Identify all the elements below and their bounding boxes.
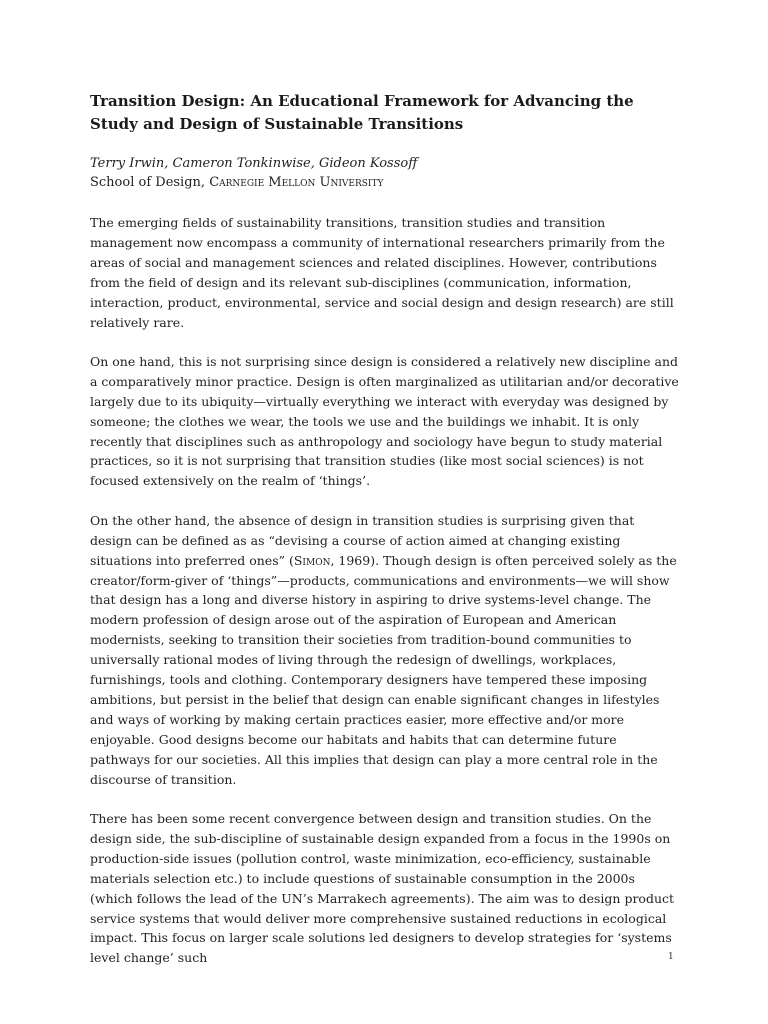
affiliation-org: Carnegie Mellon University	[209, 175, 384, 190]
paragraph-3	[90, 511, 680, 790]
affiliation	[90, 173, 680, 192]
paragraph-1: The emerging fields of sustainability transitions, transition studies and transition management now encompass a community of international researchers primarily from the areas of social and management sciences and related disciplines. However, contributions from the field of design and its relevant sub-disciplines (communication, information, interaction, product, environmental, service and social design and design research) are still relatively rare.	[90, 215, 674, 330]
citation-author: Simon	[293, 552, 331, 568]
page-body	[90, 90, 680, 988]
affiliation-prefix: School of Design,	[90, 175, 210, 190]
paragraph-3-text-b: Though design is often perceived solely as the creator/form-giver of ‘things”—products, communications and environments—we will show that design has a long and diverse history in aspiring to drive systems-level change. The modern profession of design arose out of the aspiration of European and American modernists, seeking to transition their societies from tradition-bound communities to universally rational modes of living through the redesign of dwellings, workplaces, furnishings, tools and clothing. Contemporary designers have tempered these imposing ambitions, but persist in the belief that design can enable significant changes in lifestyles and ways of working by making certain practices easier, more effective and/or more enjoyable. Good designs become our habitats and habits that can determine future pathways for our societies. All this implies that design can play a more central role in the discourse of transition.	[90, 552, 677, 787]
citation-year: , 1969).	[330, 552, 384, 568]
paragraph-3-text-a: On the other hand, the absence of design in transition studies is surprising given that design can be defined as as “devising a course of action aimed at changing existing situations into preferred ones” (	[90, 512, 635, 568]
page-number: 1	[668, 952, 674, 962]
paragraph-2: On one hand, this is not surprising since design is considered a relatively new discipline and a comparatively minor practice. Design is often marginalized as utilitarian and/or decorative largely due to its ubiquity—virtually everything we interact with everyday was designed by someone; the clothes we wear, the tools we use and the buildings we inhabit. It is only recently that disciplines such as anthropology and sociology have begun to study material practices, so it is not surprising that transition studies (like most social sciences) is not focused extensively on the realm of ‘things’.	[90, 353, 679, 489]
paragraph-4: There has been some recent convergence between design and transition studies. On the design side, the sub-discipline of sustainable design expanded from a focus in the 1990s on production-side issues (pollution control, waste minimization, eco-efficiency, sustainable materials selection etc.) to include questions of sustainable consumption in the 2000s (which follows the lead of the UN’s Marrakech agreements). The aim was to design product service systems that would deliver more comprehensive sustained reductions in ecological impact. This focus on larger scale solutions led designers to develop strategies for ‘systems level change’ such	[90, 810, 675, 966]
author-list: Terry Irwin, Cameron Tonkinwise, Gideon Kossoff	[90, 156, 418, 171]
paper-title: Transition Design: An Educational Framework for Advancing the Study and Design of Sustainable Transitions	[90, 92, 634, 133]
